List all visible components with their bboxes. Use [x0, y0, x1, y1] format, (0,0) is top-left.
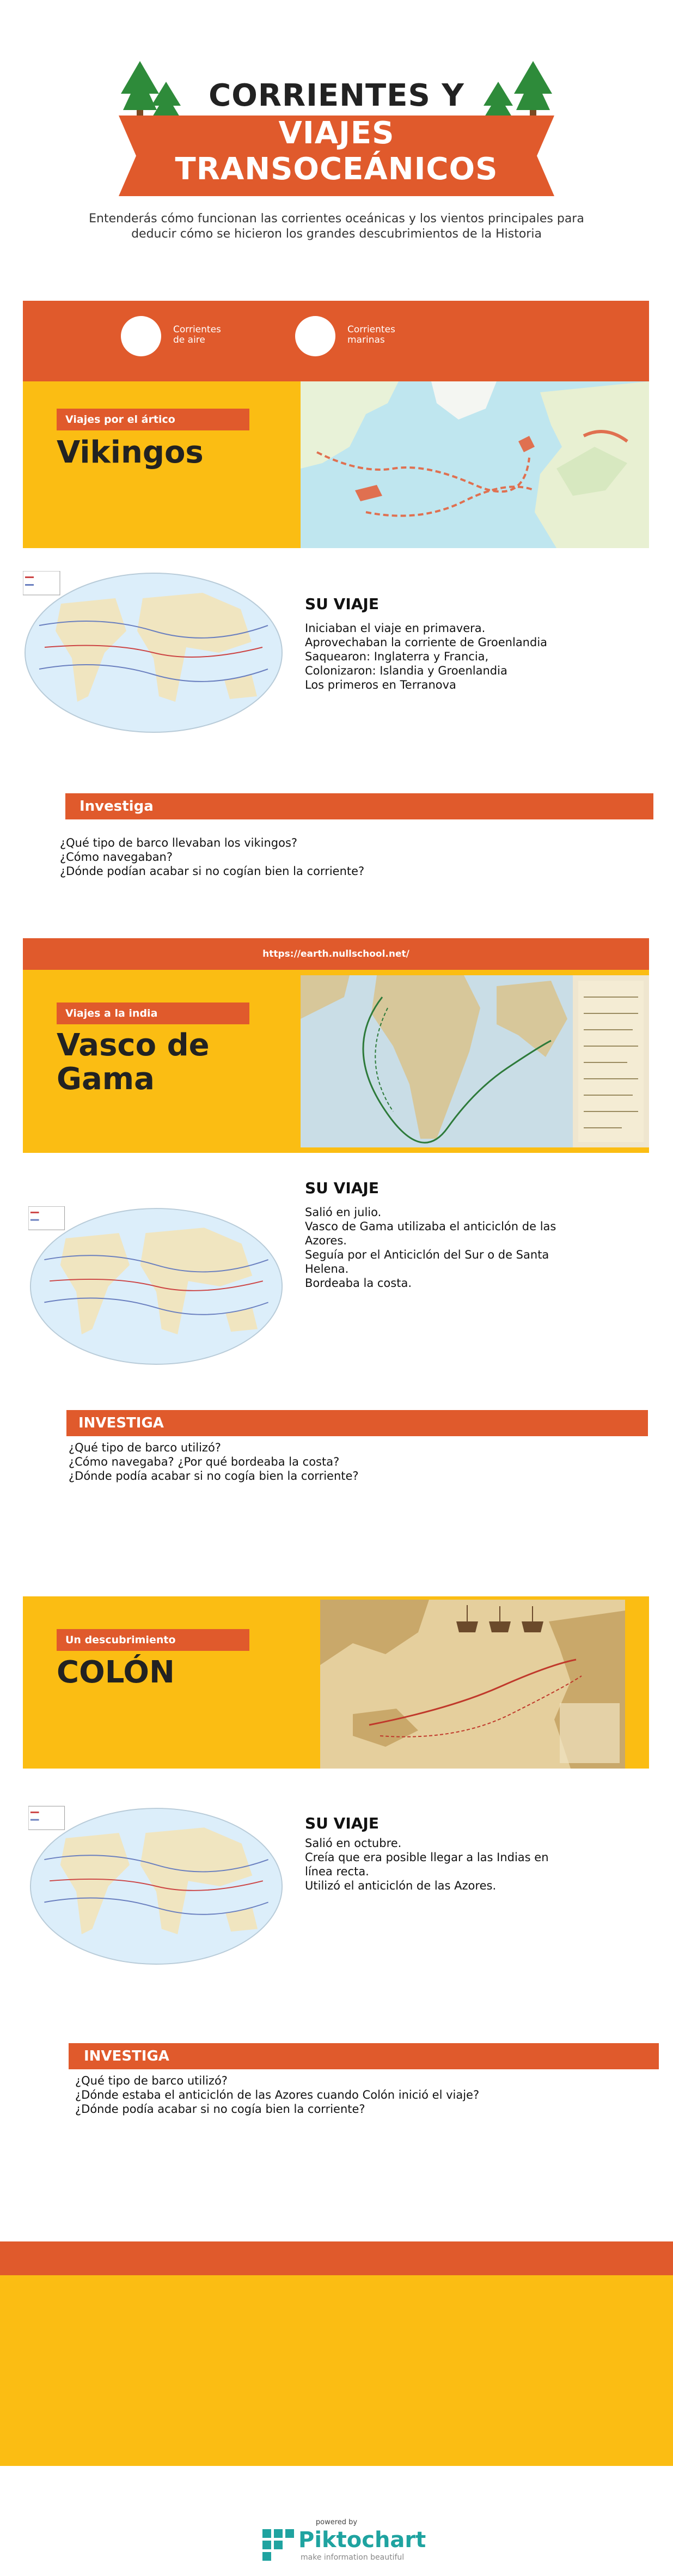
colon-title: COLÓN — [57, 1655, 175, 1690]
question: ¿Dónde podía acabar si no cogía bien la corriente? — [75, 2103, 365, 2116]
text-line: Utilizó el anticiclón de las Azores. — [305, 1879, 497, 1892]
gama-su-viaje: SU VIAJE — [305, 1179, 379, 1197]
page-title-line1: CORRIENTES Y — [209, 78, 464, 113]
question: ¿Cómo navegaba? ¿Por qué bordeaba la costa? — [69, 1455, 340, 1468]
colon-text — [305, 1836, 549, 1893]
footer-orange-bar — [0, 2241, 673, 2275]
question: ¿Dónde estaba el anticiclón de las Azores cuando Colón inició el viaje? — [75, 2088, 480, 2101]
text-line: Aprovechaban la corriente de Groenlandia — [305, 636, 548, 649]
powered-by-label: powered by — [315, 2518, 358, 2526]
text-line: Saquearon: Inglaterra y Francia, — [305, 650, 489, 663]
world-currents-map — [28, 1206, 284, 1366]
north-atlantic-map — [301, 381, 649, 548]
text-line: Bordeaba la costa. — [305, 1277, 412, 1290]
gama-title-line1: Vasco de — [57, 1028, 210, 1063]
gama-text — [305, 1205, 556, 1290]
colon-tag: Un descubrimiento — [57, 1629, 249, 1651]
sea-currents-icon — [295, 316, 335, 356]
tree-icon — [514, 61, 552, 121]
question: ¿Cómo navegaban? — [60, 850, 173, 864]
piktochart-logo-icon[interactable] — [262, 2529, 294, 2561]
text-line: Creía que era posible llegar a las Indias en — [305, 1851, 549, 1864]
vikingos-investiga-bar: Investiga — [65, 793, 653, 819]
question: ¿Dónde podían acabar si no cogían bien la corriente? — [60, 865, 365, 878]
text-line: Seguía por el Anticiclón del Sur o de Santa — [305, 1248, 549, 1261]
vasco-da-gama-route-map — [301, 975, 649, 1147]
text-line: Colonizaron: Islandia y Groenlandia — [305, 664, 507, 677]
world-currents-map — [28, 1805, 284, 1968]
columbus-route-map — [320, 1600, 625, 1769]
text-line: línea recta. — [305, 1865, 369, 1878]
text-line: Los primeros en Terranova — [305, 678, 456, 691]
page-title-line2: VIAJES — [278, 116, 395, 151]
question: ¿Dónde podía acabar si no cogía bien la corriente? — [69, 1469, 359, 1483]
text-line: Salió en julio. — [305, 1206, 382, 1219]
footer-yellow-block — [0, 2275, 673, 2466]
colon-questions — [75, 2074, 479, 2116]
world-currents-map — [23, 571, 284, 734]
page-title-line3: TRANSOCEÁNICOS — [175, 151, 498, 187]
text-line: Vasco de Gama utilizaba el anticiclón de las — [305, 1220, 556, 1233]
gama-tag: Viajes a la india — [57, 1003, 249, 1024]
text-line: Salió en octubre. — [305, 1837, 402, 1850]
text-line: Iniciaban el viaje en primavera. — [305, 622, 486, 635]
question: ¿Qué tipo de barco utilizó? — [75, 2074, 228, 2087]
nullschool-link[interactable]: https://earth.nullschool.net/ — [262, 949, 409, 959]
text-line: Helena. — [305, 1262, 349, 1275]
legend-sea-currents: Corrientes marinas — [347, 324, 395, 345]
gama-questions — [69, 1441, 359, 1483]
vikingos-su-viaje: SU VIAJE — [305, 595, 379, 613]
piktochart-tagline: make information beautiful — [301, 2553, 405, 2562]
legend-bar — [23, 301, 649, 381]
question: ¿Qué tipo de barco utilizó? — [69, 1441, 221, 1454]
vikingos-tag: Viajes por el ártico — [57, 409, 249, 430]
air-currents-icon — [121, 316, 161, 356]
vikingos-title: Vikingos — [57, 435, 204, 470]
gama-investiga-bar: INVESTIGA — [66, 1410, 648, 1436]
gama-title-line2: Gama — [57, 1061, 155, 1097]
colon-investiga-bar: INVESTIGA — [69, 2043, 659, 2069]
piktochart-brand[interactable]: Piktochart — [298, 2528, 426, 2553]
question: ¿Qué tipo de barco llevaban los vikingos? — [60, 836, 298, 849]
intro-text: Entenderás cómo funcionan las corrientes oceánicas y los vientos principales para deducir cómo se hicieron los grandes descubrimientos de la Historia — [89, 212, 584, 241]
vikingos-questions — [60, 836, 364, 878]
legend-air-currents: Corrientes de aire — [173, 324, 221, 345]
vikingos-text — [305, 621, 547, 692]
colon-su-viaje: SU VIAJE — [305, 1814, 379, 1832]
text-line: Azores. — [305, 1234, 347, 1247]
